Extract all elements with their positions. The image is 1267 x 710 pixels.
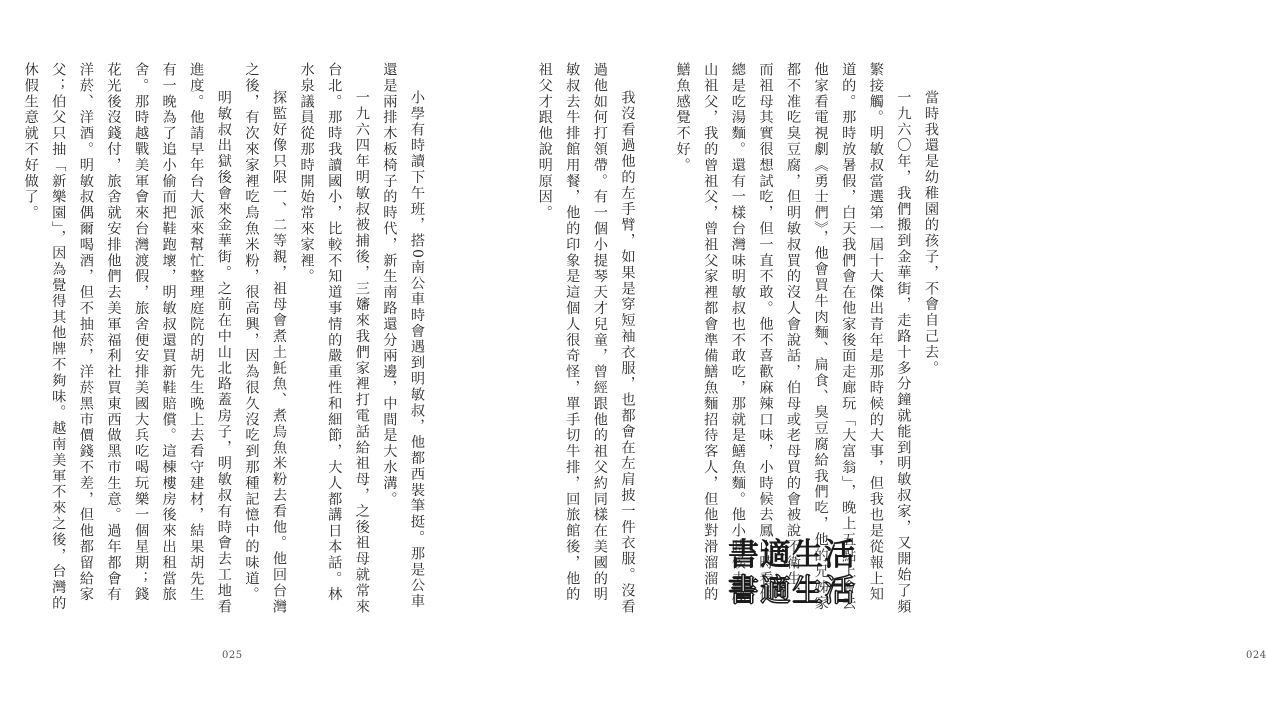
watermark-line-solid: 書適生活 xyxy=(728,537,856,573)
paragraph: 當時我還是幼稚園的孩子，不會自己去。 xyxy=(923,90,939,377)
paragraph: 我沒看過他的左手臂，如果是穿短袖衣服，也都會在左肩披一件衣服。沒看過他如何打領帶。有一個小提琴天才兒童，曾經跟他的祖父約同樣在美國的明敏叔去牛排館用餐，他的印象是這個人很奇怪，單手切牛排，回旅館後，他的祖父才跟他說明原因。 xyxy=(536,62,636,616)
left-page xyxy=(0,0,500,710)
page-number: 024 xyxy=(1246,650,1267,661)
page-number: 025 xyxy=(222,650,243,661)
paragraph: 探監好像只限一、二等親，祖母會煮土魠魚、煮烏魚米粉去看他。他回台灣之後，有次來家裡吃烏魚米粉，很高興，因為很久沒吃到那種記憶中的味道。 xyxy=(243,62,288,616)
paragraph: 一九六〇年，我們搬到金華街，走路十多分鐘就能到明敏叔家，又開始了頻繁接觸。明敏叔當選第一屆十大傑出青年是那時候的大事，但我也是從報上知道的。那時放暑假，白天我們會在他家後面走廊玩「大富翁」，晚上五點上會去他家看電視劇《勇士們》，他會買牛肉麵、扁食、臭豆腐給我們吃，他的兄姊家都不准吃臭豆腐，但明敏叔買的沒人會說話，伯母或老母買的會被說不衛生，而祖母其實很想試吃，但一直不敢。他不喜歡麻辣口味，小時候去鳳山時看他總是吃湯麵。還有一樣台灣味明敏叔也不敢吃，那就是鱔魚麵。他小時候去鳳山祖父，我的曾祖父，曾祖父家裡都會準備鱔魚麵招待客人，但他對滑溜溜的鱔魚感覺不好。 xyxy=(674,62,912,616)
paragraph: 一九六四年明敏叔被捕後，三嬸來我們家裡打電話給祖母，之後祖母就常來台北。那時我讀國小，比較不知道事情的嚴重性和細節，大人都講日本話。林水泉議員從那時開始常來家裡。 xyxy=(298,62,370,616)
right-page-text xyxy=(536,62,944,618)
watermark-line-outline: 書適生活 xyxy=(728,573,856,609)
left-page-text xyxy=(22,62,430,618)
paragraph: 小學有時讀下午班，搭0南公車時會遇到明敏叔，他都西裝筆挺。那是公車還是兩排木板椅子的時代，新生南路還分兩邊，中間是大水溝。 xyxy=(381,62,425,610)
paragraph: 明敏叔出獄後會來金華街。之前在中山北路蓋房子，明敏叔有時會去工地看進度。他請早年台大派來幫忙整理庭院的胡先生晚上去看守建材，結果胡先生有一晚為了追小偷而把鞋跑壞，明敏叔還買新鞋賠償。這棟樓房後來出租當旅舍。那時越戰美軍會來台灣渡假，旅舍便安排美國大兵吃喝玩樂一個星期；錢花光後沒錢付，旅舍就安排他們去美軍福利社買東西做黑市生意。過年都會有洋菸、洋酒。明敏叔偶爾喝酒，但不抽菸，洋菸黑市價錢不差，但他都留給家父；伯父只抽「新樂園」，因為覺得其他牌不夠味。越南美軍不來之後，台灣的休假生意就不好做了。 xyxy=(22,62,232,616)
